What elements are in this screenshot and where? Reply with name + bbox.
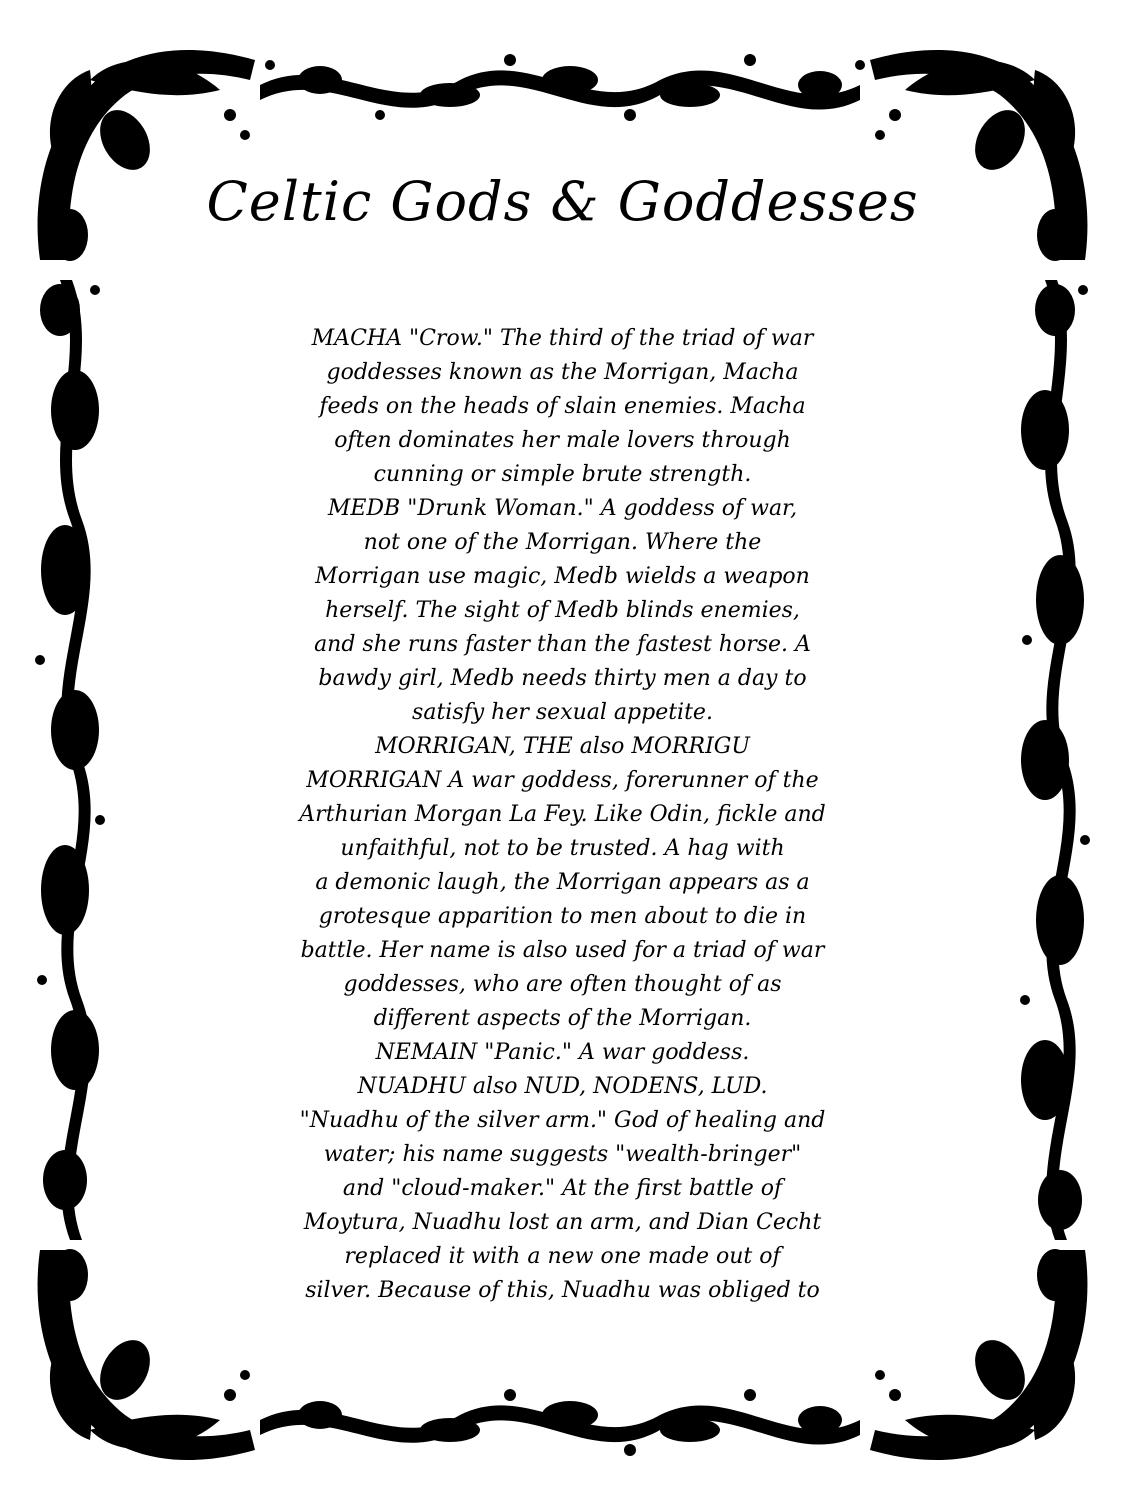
body-text	[235, 322, 890, 1308]
text-line: bawdy girl, Medb needs thirty men a day to	[318, 666, 807, 691]
text-line: MACHA "Crow." The third of the triad of war	[311, 326, 814, 351]
text-line: herself. The sight of Medb blinds enemies,	[325, 598, 800, 623]
text-line: "Nuadhu of the silver arm." God of healing and	[299, 1108, 826, 1133]
text-line: goddesses known as the Morrigan, Macha	[326, 360, 799, 385]
text-line: not one of the Morrigan. Where the	[363, 530, 762, 555]
text-line: NUADHU also NUD, NODENS, LUD.	[357, 1074, 768, 1099]
text-line: often dominates her male lovers through	[334, 428, 791, 453]
page-title: Celtic Gods & Goddesses	[206, 170, 919, 233]
text-line: MORRIGAN, THE also MORRIGU	[375, 734, 750, 759]
oak-leaf-acorn-icon	[30, 40, 260, 270]
text-line: Morrigan use magic, Medb wields a weapon	[315, 564, 810, 589]
text-line: cunning or simple brute strength.	[373, 462, 752, 487]
text-line: goddesses, who are often thought of as	[343, 972, 782, 997]
text-line: different aspects of the Morrigan.	[373, 1006, 752, 1031]
text-line: replaced it with a new one made out of	[344, 1244, 781, 1269]
text-line: MORRIGAN A war goddess, forerunner of the	[306, 768, 819, 793]
text-line: water; his name suggests "wealth-bringer"	[323, 1142, 802, 1167]
text-line: MEDB "Drunk Woman." A goddess of war,	[327, 496, 798, 521]
text-line: silver. Because of this, Nuadhu was obliged to	[305, 1278, 820, 1303]
text-line: satisfy her sexual appetite.	[412, 700, 713, 725]
text-line: grotesque apparition to men about to die in	[318, 904, 807, 929]
oak-vine-border-left	[30, 280, 110, 1240]
oak-vine-border-right	[1015, 280, 1095, 1240]
text-line: battle. Her name is also used for a triad of war	[300, 938, 825, 963]
text-line: feeds on the heads of slain enemies. Macha	[319, 394, 806, 419]
oak-leaf-acorn-icon	[865, 40, 1095, 270]
text-line: NEMAIN "Panic." A war goddess.	[375, 1040, 750, 1065]
text-line: unfaithful, not to be trusted. A hag with	[340, 836, 785, 861]
text-line: Arthurian Morgan La Fey. Like Odin, fickle and	[299, 802, 826, 827]
text-line: and she runs faster than the fastest horse. A	[314, 632, 811, 657]
text-line: and "cloud-maker." At the first battle of	[342, 1176, 783, 1201]
oak-leaf-acorn-icon	[30, 1240, 260, 1470]
oak-leaf-acorn-icon	[865, 1240, 1095, 1470]
text-line: a demonic laugh, the Morrigan appears as a	[315, 870, 810, 895]
text-line: Moytura, Nuadhu lost an arm, and Dian Cecht	[303, 1210, 822, 1235]
